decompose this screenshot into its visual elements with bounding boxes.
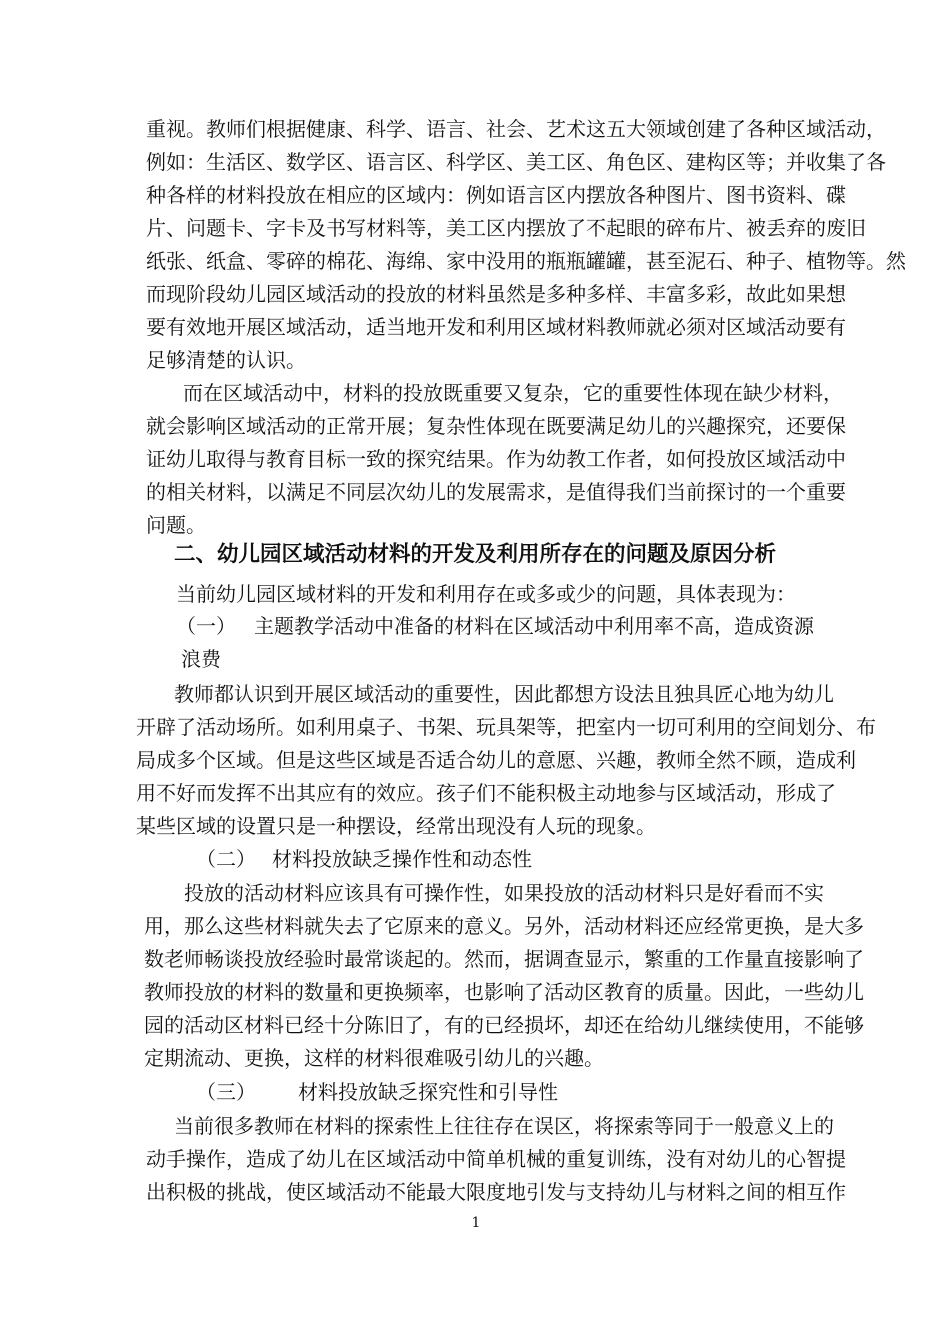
text-line: 重视。教师们根据健康、科学、语言、社会、艺术这五大领域创建了各种区域活动，: [146, 117, 886, 141]
text-line: 就会影响区域活动的正常开展；复杂性体现在既要满足幼儿的兴趣探究，还要保: [146, 414, 846, 438]
text-line: 数老师畅谈投放经验时最常谈起的。然而，据调查显示，繁重的工作量直接影响了: [144, 947, 864, 971]
subsection-number: （一）: [176, 614, 236, 638]
text-line: 的相关材料，以满足不同层次幼儿的发展需求，是值得我们当前探讨的一个重要: [146, 480, 846, 504]
text-line: 问题。: [146, 513, 206, 537]
text-line: 纸张、纸盒、零碎的棉花、海绵、家中没用的瓶瓶罐罐，甚至泥石、种子、植物等。然: [146, 249, 906, 273]
text-line: 动手操作，造成了幼儿在区域活动中简单机械的重复训练，没有对幼儿的心智提: [146, 1147, 846, 1171]
text-line: 教师都认识到开展区域活动的重要性，因此都想方设法且独具匠心地为幼儿: [174, 682, 834, 706]
subsection-number: （二）: [196, 847, 256, 871]
subsection-title: 主题教学活动中准备的材料在区域活动中利用率不高，造成资源: [254, 614, 814, 638]
page-number: 1: [471, 1215, 481, 1231]
text-line: 当前很多教师在材料的探索性上往往存在误区，将探索等同于一般意义上的: [174, 1114, 834, 1138]
section-heading: 二、幼儿园区域活动材料的开发及利用所存在的问题及原因分析: [174, 542, 777, 567]
text-line: 局成多个区域。但是这些区域是否适合幼儿的意愿、兴趣，教师全然不顾，造成利: [136, 748, 856, 772]
text-line: 片、问题卡、字卡及书写材料等，美工区内摆放了不起眼的碎布片、被丢弃的废旧: [146, 216, 866, 240]
text-line: 用，那么这些材料就失去了它原来的意义。另外，活动材料还应经常更换，是大多: [144, 914, 864, 938]
text-line: 园的活动区材料已经十分陈旧了，有的已经损坏，却还在给幼儿继续使用，不能够: [144, 1013, 864, 1037]
text-line: 投放的活动材料应该具有可操作性，如果投放的活动材料只是好看而不实: [184, 881, 824, 905]
text-line: 而现阶段幼儿园区域活动的投放的材料虽然是多种多样、丰富多彩，故此如果想: [146, 282, 846, 306]
text-line: 开辟了活动场所。如利用桌子、书架、玩具架等，把室内一切可利用的空间划分、布: [136, 715, 876, 739]
text-line: 某些区域的设置只是一种摆设，经常出现没有人玩的现象。: [136, 814, 656, 838]
text-line: 足够清楚的认识。: [146, 348, 306, 372]
text-line: 出积极的挑战，使区域活动不能最大限度地引发与支持幼儿与材料之间的相互作: [146, 1180, 846, 1204]
text-line: 例如：生活区、数学区、语言区、科学区、美工区、角色区、建构区等；并收集了各: [146, 150, 886, 174]
section-intro: 当前幼儿园区域材料的开发和利用存在或多或少的问题，具体表现为：: [176, 582, 796, 606]
subsection-title-cont: 浪费: [181, 647, 221, 671]
subsection-title: 材料投放缺乏探究性和引导性: [298, 1080, 558, 1104]
text-line: 定期流动、更换，这样的材料很难吸引幼儿的兴趣。: [144, 1046, 604, 1070]
text-line: 证幼儿取得与教育目标一致的探究结果。作为幼教工作者，如何投放区域活动中: [146, 447, 846, 471]
subsection-number: （三）: [196, 1080, 256, 1104]
text-line: 要有效地开展区域活动，适当地开发和利用区域材料教师就必须对区域活动要有: [146, 315, 846, 339]
text-line: 用不好而发挥不出其应有的效应。孩子们不能积极主动地参与区域活动，形成了: [136, 781, 836, 805]
text-line: 而在区域活动中，材料的投放既重要又复杂，它的重要性体现在缺少材料，: [183, 381, 843, 405]
text-line: 教师投放的材料的数量和更换频率，也影响了活动区教育的质量。因此，一些幼儿: [144, 980, 864, 1004]
text-line: 种各样的材料投放在相应的区域内：例如语言区内摆放各种图片、图书资料、碟: [146, 183, 846, 207]
subsection-title: 材料投放缺乏操作性和动态性: [272, 847, 532, 871]
